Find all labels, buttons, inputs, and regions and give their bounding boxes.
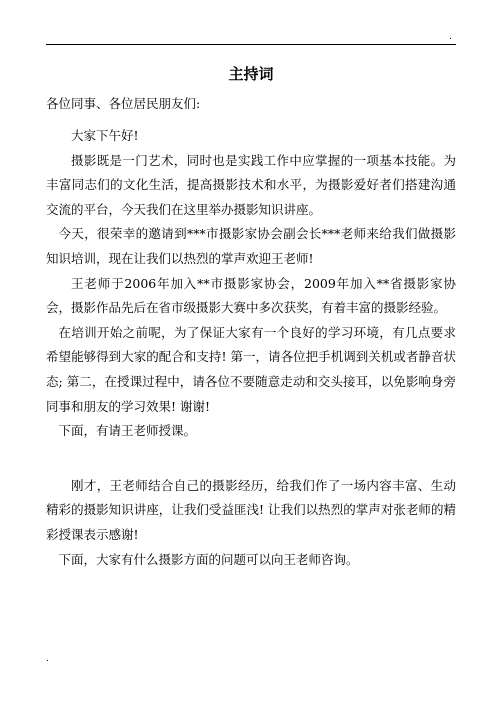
paragraph-welcome: 今天，很荣幸的邀请到***市摄影家协会副会长***老师来给我们做摄影知识培训，现在让我们以热烈的掌声欢迎王老师! [46, 226, 456, 266]
paragraph-opening: 大家下午好! [71, 128, 139, 143]
greeting: 各位同事、各位居民朋友们: [46, 96, 201, 111]
paragraph-thanks: 刚才，王老师结合自己的摄影经历，给我们作了一场内容丰富、生动精彩的摄影知识讲座，让我们受益匪浅! 让我们以热烈的掌声对张老师的精彩授课表示感谢! [46, 477, 456, 542]
paragraph-bio: 王老师于2006年加入**市摄影家协会，2009年加入**省摄影家协会，摄影作品先后在省市级摄影大赛中多次获奖，有着丰富的摄影经验。 [46, 275, 456, 316]
document-body [46, 66, 456, 572]
paragraph-rules: 在培训开始之前呢，为了保证大家有一个良好的学习环境，有几点要求希望能够得到大家的配合和支持! 第一，请各位把手机调到关机或者静音状态; 第二，在授课过程中，请各位不要随意走动和交头接耳，以免影响身旁同事和朋友的学习效果! 谢谢! [46, 324, 456, 414]
paragraph-qa: 下面，大家有什么摄影方面的问题可以向王老师咨询。 [58, 551, 359, 567]
document-title: 主持词 [228, 65, 274, 83]
header-corner-mark: . [449, 32, 452, 42]
paragraph-intro: 摄影既是一门艺术，同时也是实践工作中应掌握的一项基本技能。为丰富同志们的文化生活，提高摄影技术和水平，为摄影爱好者们搭建沟通交流的平台，今天我们在这里举办摄影知识讲座。 [46, 152, 456, 217]
paragraph-invite: 下面，有请王老师授课。 [58, 423, 197, 439]
section-gap [46, 444, 456, 474]
header-rule [46, 44, 456, 45]
footer-corner-mark: . [46, 654, 49, 664]
